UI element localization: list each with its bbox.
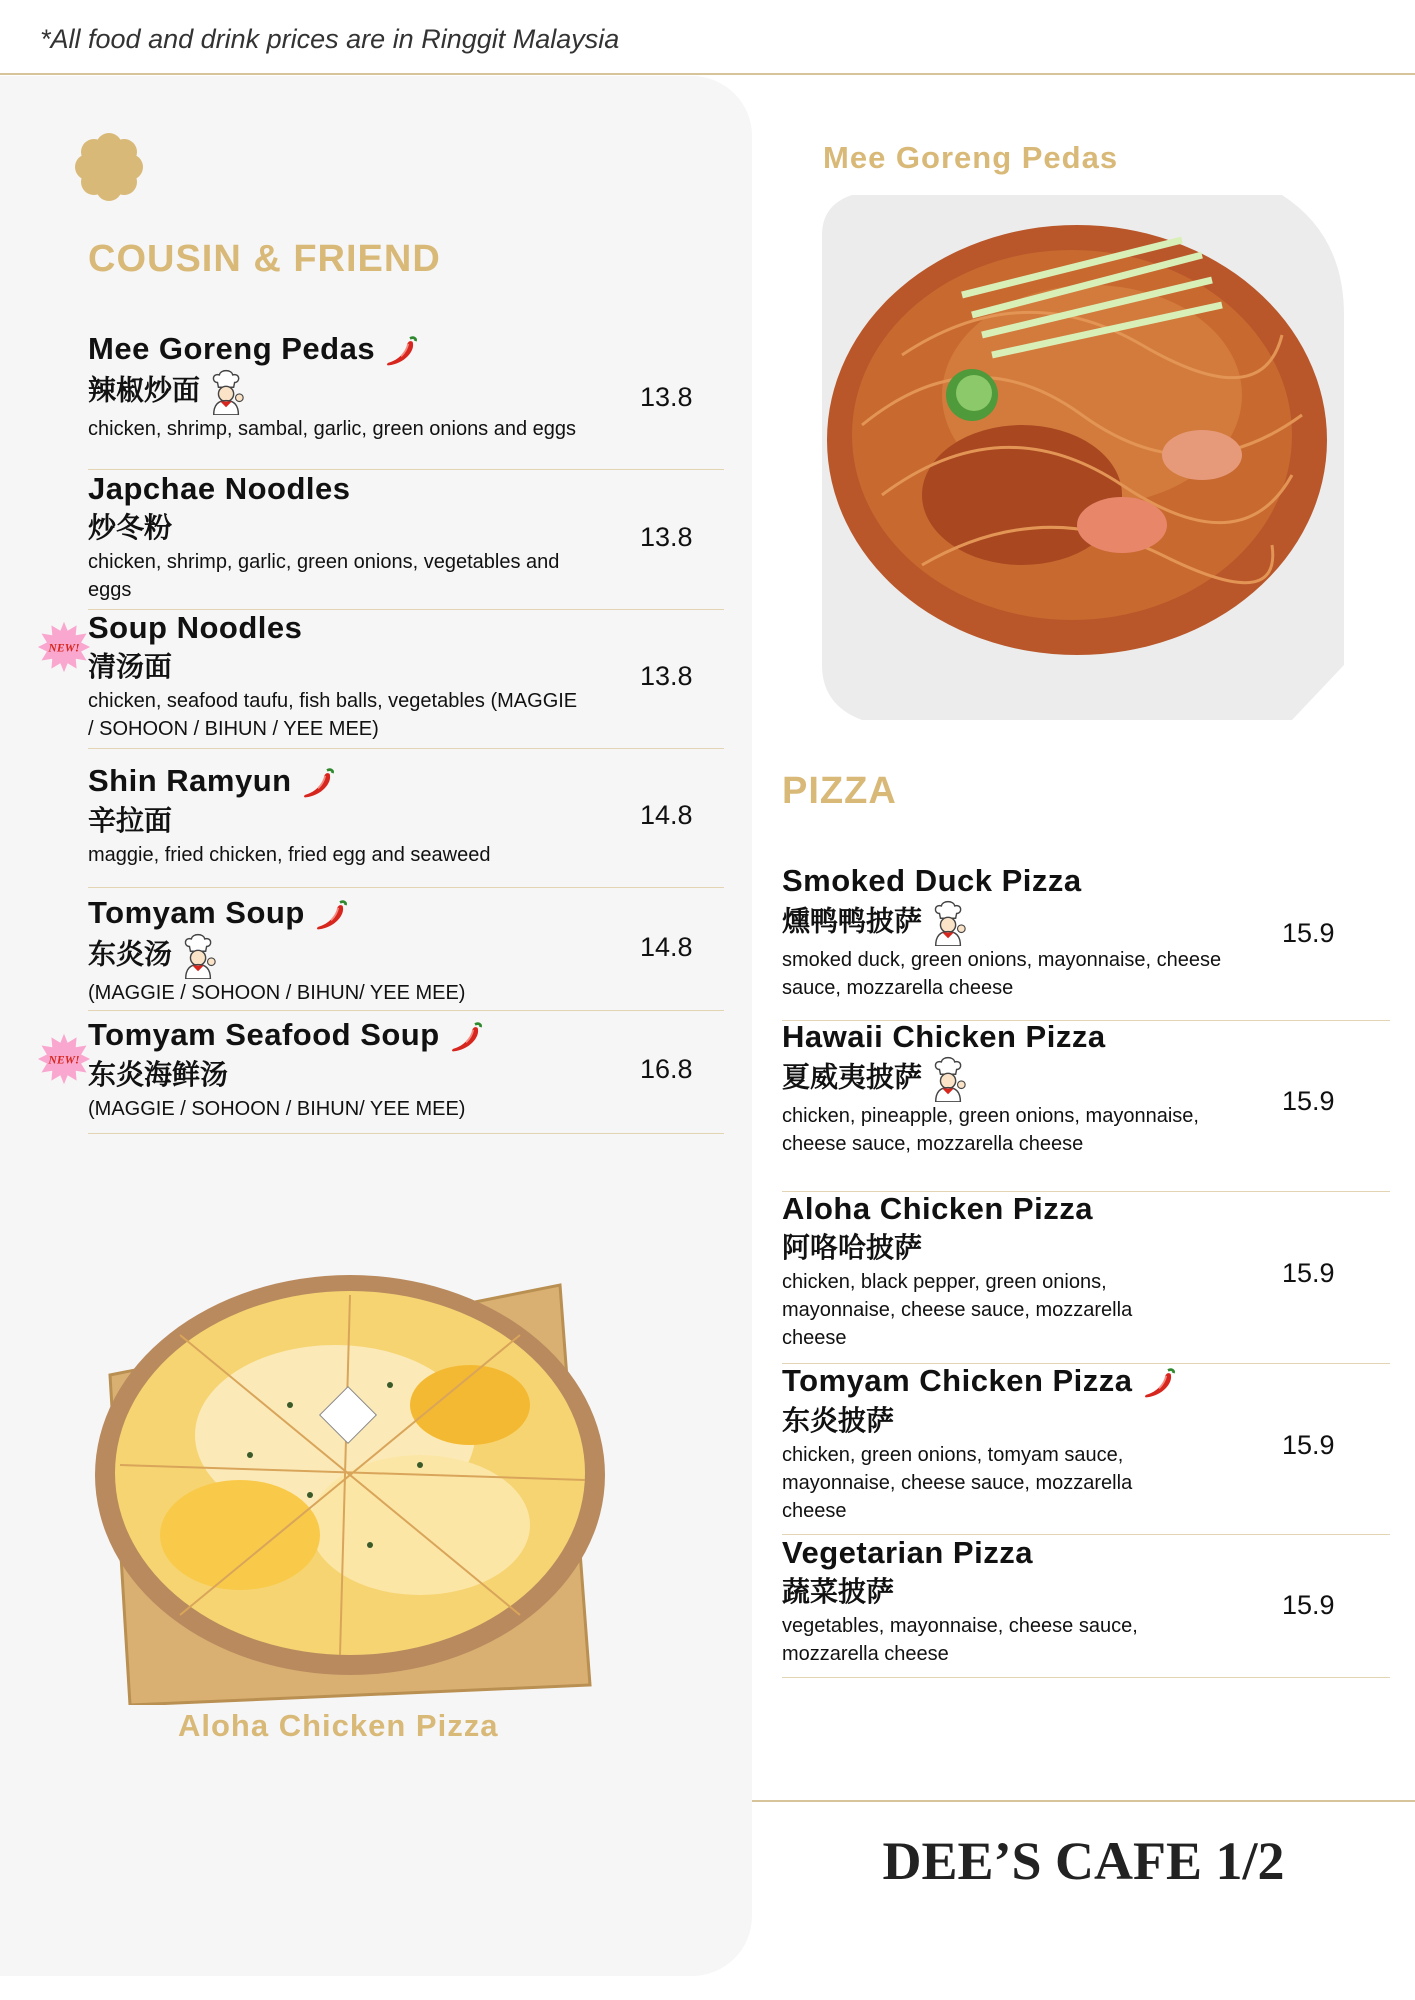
item-name: Japchae Noodles [88,471,351,506]
new-badge-text: NEW! [48,1053,80,1067]
item-name: Tomyam Seafood Soup [88,1017,440,1052]
menu-item [782,1018,1392,1158]
item-price: 13.8 [640,382,693,412]
item-name: Soup Noodles [88,610,303,645]
item-price: 15.9 [1282,1258,1335,1288]
menu-item [782,862,1392,1002]
menu-item [88,330,728,443]
item-separator [782,1677,1390,1678]
photo-caption-left: Aloha Chicken Pizza [178,1708,499,1743]
item-price: 14.8 [640,800,693,830]
item-chinese-name: 燻鸭鸭披萨 [782,905,923,937]
section-title-pizza: PIZZA [782,770,897,812]
chef-icon [930,900,968,946]
item-price: 13.8 [640,661,693,691]
item-description: (MAGGIE / SOHOON / BIHUN/ YEE MEE) [88,981,466,1004]
item-chinese-name: 东炎海鲜汤 [88,1058,229,1090]
item-chinese-name: 阿咯哈披萨 [782,1232,923,1263]
item-description: chicken, shrimp, garlic, green onions, vegetables and eggs [88,551,560,601]
item-name: Hawaii Chicken Pizza [782,1019,1106,1054]
item-description: chicken, seafood taufu, fish balls, vegetables (MAGGIE / SOHOON / BIHUN / YEE MEE) [88,690,578,740]
item-name: Mee Goreng Pedas [88,331,376,366]
photo-caption-right: Mee Goreng Pedas [823,140,1119,175]
chef-icon [180,933,218,979]
item-chinese-name: 东炎汤 [88,938,173,970]
item-name: Tomyam Soup [88,895,305,930]
menu-item [782,1534,1392,1668]
item-separator [88,1133,724,1134]
pizza-photo [90,1265,615,1705]
item-price: 16.8 [640,1054,693,1084]
item-chinese-name: 辛拉面 [88,804,173,836]
menu-item [782,1190,1392,1352]
top-divider [0,73,1415,75]
chili-icon [300,765,336,801]
menu-item [88,609,728,743]
menu-item [88,1016,728,1123]
menu-item [88,894,728,1007]
item-price: 15.9 [1282,918,1335,948]
item-description: chicken, pineapple, green onions, mayonnaise, cheese sauce, mozzarella cheese [782,1105,1199,1155]
item-separator [88,1010,724,1011]
item-price: 15.9 [1282,1430,1335,1460]
chili-icon [1141,1365,1177,1401]
section-title-cousin-friend: COUSIN & FRIEND [88,238,441,280]
new-badge [37,620,91,674]
chef-icon [208,369,246,415]
chili-icon [448,1019,484,1055]
flower-icon [74,132,144,202]
item-chinese-name: 炒冬粉 [88,512,173,543]
menu-item [88,470,728,604]
item-chinese-name: 东炎披萨 [782,1404,895,1436]
footer-divider [752,1800,1415,1802]
item-description: chicken, green onions, tomyam sauce, mayonnaise, cheese sauce, mozzarella cheese [782,1443,1133,1522]
item-price: 14.8 [640,932,693,962]
item-description: chicken, shrimp, sambal, garlic, green onions and eggs [88,417,577,440]
chili-icon [313,897,349,933]
brand-title: DEE’S CAFE 1/2 [882,1831,1285,1891]
item-name: Vegetarian Pizza [782,1535,1033,1570]
menu-item [782,1362,1392,1525]
item-price: 15.9 [1282,1086,1335,1116]
menu-item [88,762,728,869]
item-description: vegetables, mayonnaise, cheese sauce, mozzarella cheese [782,1615,1138,1665]
item-chinese-name: 辣椒炒面 [88,374,201,406]
item-description: chicken, black pepper, green onions, mayonnaise, cheese sauce, mozzarella cheese [782,1271,1133,1349]
new-badge [37,1032,91,1086]
item-separator [88,748,724,749]
noodle-photo [822,195,1344,720]
item-separator [88,887,724,888]
item-name: Smoked Duck Pizza [782,863,1082,898]
item-name: Aloha Chicken Pizza [782,1191,1093,1226]
item-description: (MAGGIE / SOHOON / BIHUN/ YEE MEE) [88,1097,466,1120]
chef-icon [930,1056,968,1102]
item-price: 13.8 [640,522,693,552]
item-name: Tomyam Chicken Pizza [782,1363,1133,1398]
item-chinese-name: 清汤面 [88,651,173,682]
item-description: smoked duck, green onions, mayonnaise, cheese sauce, mozzarella cheese [782,949,1222,999]
item-name: Shin Ramyun [88,763,292,798]
item-chinese-name: 蔬菜披萨 [782,1576,895,1607]
chili-icon [383,333,419,369]
new-badge-text: NEW! [48,641,80,655]
item-price: 15.9 [1282,1590,1335,1620]
item-description: maggie, fried chicken, fried egg and seaweed [88,843,491,866]
item-chinese-name: 夏威夷披萨 [782,1061,923,1093]
top-note: *All food and drink prices are in Ringgit Malaysia [40,24,620,54]
